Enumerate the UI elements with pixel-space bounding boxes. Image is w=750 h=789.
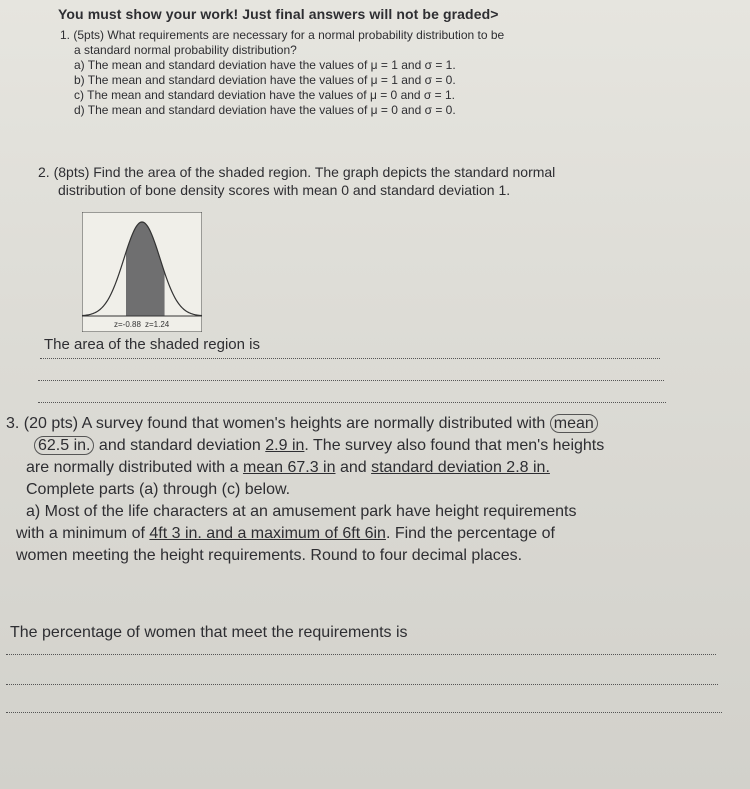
question-2-prompt <box>38 163 648 181</box>
question-3-line5: a) Most of the life characters at an amusement park have height requirements <box>26 503 577 520</box>
circled-mean: mean <box>550 414 598 433</box>
question-1-option-a: a) The mean and standard deviation have the values of μ = 1 and σ = 1. <box>74 58 456 72</box>
question-3-line3 <box>6 457 706 479</box>
question-3 <box>6 413 706 567</box>
question-3-line4: Complete parts (a) through (c) below. <box>26 481 291 498</box>
underlined-men-sd: standard deviation 2.8 in. <box>371 459 550 476</box>
question-3-answer-label: The percentage of women that meet the requirements is <box>10 624 408 641</box>
question-3-line1-text: 3. (20 pts) A survey found that women's heights are normally distributed with <box>6 415 546 432</box>
question-3-line3-text: are normally distributed with a <box>26 459 243 476</box>
underlined-height-range: 4ft 3 in. and a maximum of 6ft 6in <box>149 525 386 542</box>
question-3-line3-and: and <box>335 459 372 476</box>
question-3-line2-text: and standard deviation <box>94 437 266 454</box>
z-right-label: z=1.24 <box>145 320 170 329</box>
answer-line[interactable] <box>38 402 666 403</box>
page-header: You must show your work! Just final answers will not be graded> <box>58 6 499 22</box>
question-1-option-b: b) The mean and standard deviation have the values of μ = 1 and σ = 0. <box>74 73 456 87</box>
question-1-option-c: c) The mean and standard deviation have the values of μ = 0 and σ = 1. <box>74 88 456 102</box>
question-1-option-d: d) The mean and standard deviation have the values of μ = 0 and σ = 0. <box>74 103 456 117</box>
question-2-line1: (8pts) Find the area of the shaded region. The graph depicts the standard normal <box>53 164 556 180</box>
question-3-line1 <box>6 413 706 435</box>
answer-line[interactable] <box>40 358 660 359</box>
question-1-prompt <box>60 28 620 43</box>
question-1-number: 1. <box>60 28 71 42</box>
question-3-line2 <box>6 435 706 457</box>
circled-women-mean: 62.5 in. <box>34 436 94 455</box>
question-2-answer-label: The area of the shaded region is <box>44 336 260 353</box>
underlined-men-mean: mean 67.3 in <box>242 459 336 476</box>
answer-line[interactable] <box>38 380 664 381</box>
answer-line[interactable] <box>6 684 718 685</box>
question-3-line6-rest: . Find the percentage of <box>385 525 555 542</box>
answer-line[interactable] <box>6 712 722 713</box>
question-2 <box>38 163 648 199</box>
question-3-line6-text: with a minimum of <box>16 525 150 542</box>
question-3-line2-rest: . The survey also found that men's heights <box>304 437 605 454</box>
underlined-women-sd: 2.9 in <box>265 437 305 454</box>
question-1-line1: (5pts) What requirements are necessary for a normal probability distribution to be <box>73 28 505 42</box>
question-3-line6 <box>6 523 706 545</box>
question-2-line2: distribution of bone density scores with mean 0 and standard deviation 1. <box>58 182 511 198</box>
normal-curve-graph <box>82 212 202 332</box>
z-left-label: z=-0.88 <box>114 320 141 329</box>
question-2-number: 2. <box>38 164 50 180</box>
question-1 <box>60 28 620 118</box>
answer-line[interactable] <box>6 654 716 655</box>
question-1-line2: a standard normal probability distribution? <box>74 43 297 57</box>
question-3-line7: women meeting the height requirements. Round to four decimal places. <box>16 547 523 564</box>
